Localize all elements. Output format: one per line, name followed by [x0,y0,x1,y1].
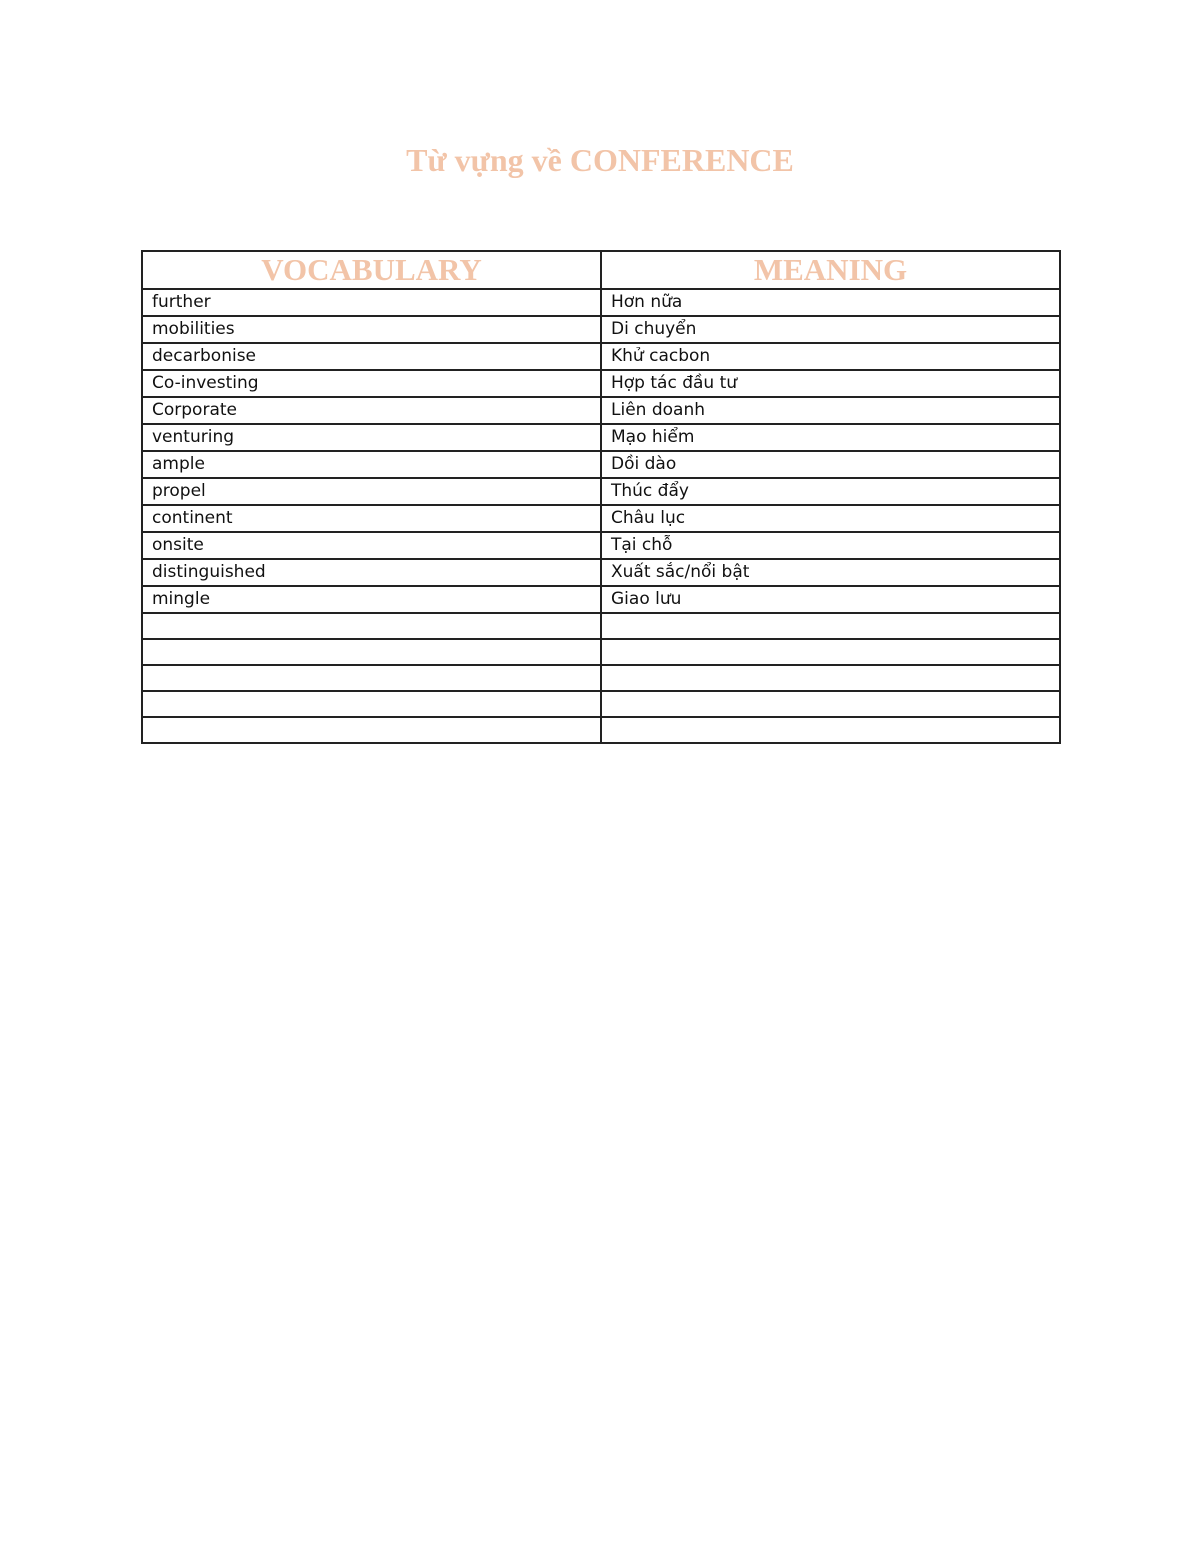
table-header-row [142,251,1060,289]
meaning-cell [601,639,1060,665]
meaning-cell [601,691,1060,717]
vocabulary-cell [142,717,601,743]
meaning-cell [601,613,1060,639]
vocabulary-cell: propel [142,478,601,505]
table-row [142,505,1060,532]
table-row-empty [142,613,1060,639]
table-row-empty [142,665,1060,691]
table-row [142,586,1060,613]
meaning-cell: Châu lục [601,505,1060,532]
vocabulary-cell: mingle [142,586,601,613]
vocabulary-cell: mobilities [142,316,601,343]
vocabulary-cell [142,639,601,665]
vocabulary-cell: further [142,289,601,316]
table-row [142,343,1060,370]
table-row [142,316,1060,343]
table-row-empty [142,691,1060,717]
meaning-cell: Thúc đẩy [601,478,1060,505]
vocabulary-cell: distinguished [142,559,601,586]
table-row [142,451,1060,478]
vocabulary-cell: ample [142,451,601,478]
meaning-cell: Giao lưu [601,586,1060,613]
meaning-cell: Di chuyển [601,316,1060,343]
document-title: Từ vựng về CONFERENCE [406,142,794,178]
meaning-cell: Liên doanh [601,397,1060,424]
vocabulary-cell [142,691,601,717]
vocabulary-cell: decarbonise [142,343,601,370]
table-row [142,532,1060,559]
header-meaning: MEANING [601,251,1060,289]
table-row-empty [142,639,1060,665]
header-vocabulary: VOCABULARY [142,251,601,289]
meaning-cell: Xuất sắc/nổi bật [601,559,1060,586]
vocabulary-cell: Corporate [142,397,601,424]
table-row [142,397,1060,424]
meaning-cell: Tại chỗ [601,532,1060,559]
vocabulary-cell: onsite [142,532,601,559]
vocabulary-cell [142,613,601,639]
meaning-cell: Hợp tác đầu tư [601,370,1060,397]
vocabulary-cell: continent [142,505,601,532]
table-row-empty [142,717,1060,743]
meaning-cell: Mạo hiểm [601,424,1060,451]
meaning-cell [601,665,1060,691]
table-row [142,559,1060,586]
meaning-cell [601,717,1060,743]
vocabulary-table [141,250,1061,744]
vocabulary-cell: venturing [142,424,601,451]
meaning-cell: Dồi dào [601,451,1060,478]
vocabulary-cell [142,665,601,691]
table-row [142,370,1060,397]
table-row [142,478,1060,505]
meaning-cell: Khử cacbon [601,343,1060,370]
meaning-cell: Hơn nữa [601,289,1060,316]
table-row [142,424,1060,451]
vocabulary-cell: Co-investing [142,370,601,397]
table-row [142,289,1060,316]
